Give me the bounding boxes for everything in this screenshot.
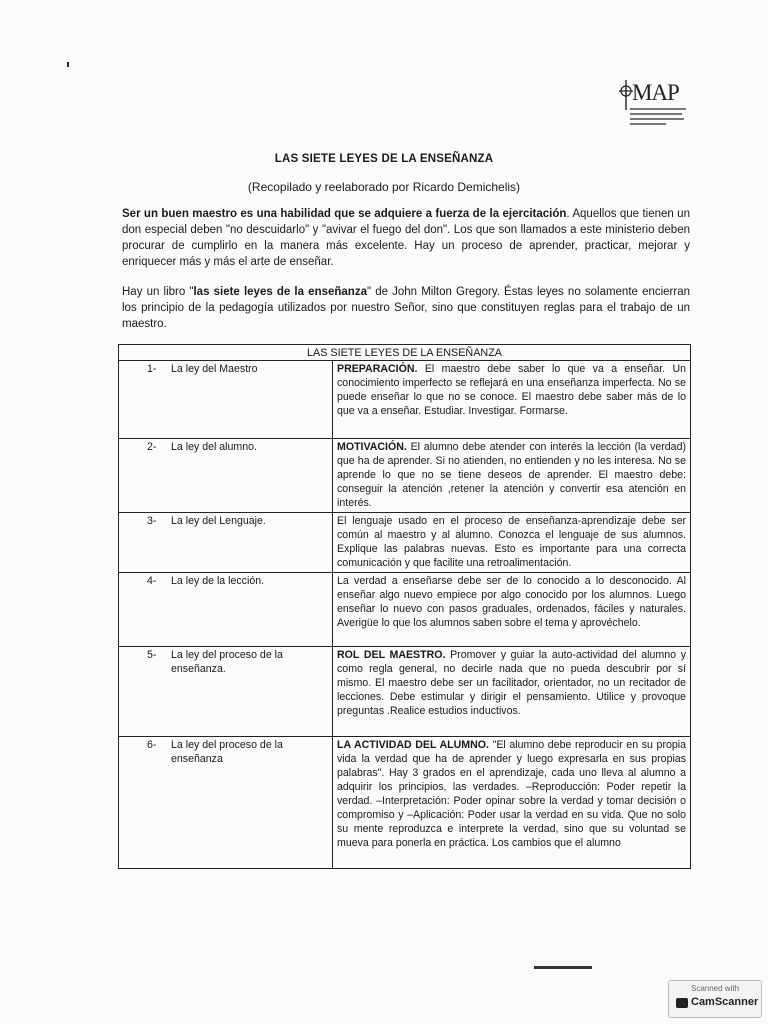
law-lead: MOTIVACIÓN. bbox=[337, 441, 407, 453]
law-description bbox=[333, 647, 691, 737]
page-mark bbox=[534, 966, 592, 969]
table-row bbox=[119, 573, 691, 647]
book-before: Hay un libro " bbox=[122, 286, 194, 298]
table-row bbox=[119, 361, 691, 439]
law-name: La ley del Maestro bbox=[171, 363, 258, 375]
intro-rest: . Aquellos que tienen un don especial deben "no descuidarlo" y "avivar el fuego del don". Los que son llamados a este ministerio deben procurar de cumplirlo en la manera más excelente. Hay un proceso de aprender, practicar, mejorar y enriquecer más y más el arte de enseñar. bbox=[122, 208, 690, 268]
law-description bbox=[333, 439, 691, 513]
logo-tagline-lines bbox=[630, 108, 690, 128]
law-number: 6- bbox=[147, 739, 157, 751]
page-title: LAS SIETE LEYES DE LA ENSEÑANZA bbox=[274, 153, 494, 165]
law-text: La verdad a enseñarse debe ser de lo conocido a lo desconocido. Al enseñar algo nuevo empiece por algo conocido por los alumnos. Luego enseñar lo nuevo con pasos graduales, ordenados, fáciles y naturales. Averigüe lo que los alumnos saben sobre el tema y aprovéchelo. bbox=[337, 575, 686, 629]
book-title: las siete leyes de la enseñanza bbox=[193, 286, 367, 298]
law-number: 4- bbox=[147, 575, 157, 587]
page-subtitle: (Recopilado y reelaborado por Ricardo Demichelis) bbox=[247, 180, 521, 194]
law-cell bbox=[119, 513, 333, 573]
law-description bbox=[333, 573, 691, 647]
intro-paragraph bbox=[122, 206, 690, 270]
law-cell bbox=[119, 647, 333, 737]
law-cell bbox=[119, 573, 333, 647]
watermark-caption: Scanned with bbox=[690, 984, 740, 993]
law-name: La ley del alumno. bbox=[171, 441, 257, 453]
law-number: 5- bbox=[147, 649, 157, 661]
law-name: La ley del proceso de la enseñanza. bbox=[171, 649, 283, 675]
law-cell bbox=[119, 737, 333, 869]
law-number: 3- bbox=[147, 515, 157, 527]
law-description bbox=[333, 737, 691, 869]
law-text: El alumno debe atender con interés la lección (la verdad) que ha de aprender. Si no atienden, no entienden y no les interesa. No se aprende lo que no se tiene deseos de aprender. El maestro debe: conseguir la atención ,retener la atención y convertir esa atención en interés. bbox=[337, 441, 686, 509]
law-text: El maestro debe saber lo que va a enseñar. Un conocimiento imperfecto se reflejará en una enseñanza imperfecta. No se puede enseñar lo que no se conoce. El maestro debe saber más de lo que va a enseñar. Estudiar. Investigar. Formarse. bbox=[337, 363, 686, 417]
law-lead: ROL DEL MAESTRO. bbox=[337, 649, 446, 661]
law-text: Promover y guiar la auto-actividad del alumno y como regla general, no decirle nada que no pueda descubrir por sí mismo. El maestro debe ser un facilitador, orientador, no un recitador de lecciones. Debe estimular y dirigir el pensamiento. Utilice y provoque preguntas .Realice estudios inductivos. bbox=[337, 649, 687, 717]
law-name: La ley de la lección. bbox=[171, 575, 265, 587]
camscanner-icon bbox=[676, 998, 688, 1008]
law-number: 2- bbox=[147, 441, 157, 453]
table-header: LAS SIETE LEYES DE LA ENSEÑANZA bbox=[119, 345, 691, 361]
law-lead: PREPARACIÓN. bbox=[337, 363, 418, 375]
law-number: 1- bbox=[147, 363, 157, 375]
table-row bbox=[119, 647, 691, 737]
book-after: " de John Milton Gregory. Éstas leyes no solamente encierran los principio de la pedagogía utilizados por nuestro Señor, sino que constituyen reglas para el trabajo de un maestro. bbox=[122, 286, 691, 330]
law-lead: LA ACTIVIDAD DEL ALUMNO. bbox=[337, 739, 489, 751]
law-cell bbox=[119, 361, 333, 439]
law-cell bbox=[119, 439, 333, 513]
law-text: "El alumno debe reproducir en su propia vida la verdad que ha de aprender y luego expresarla en sus propias palabras". Hay 3 grados en el aprendizaje, cada uno lleva al alumno a adquirir los principios, las verdades. –Reproducción: Poder repetir la verdad. –Interpretación: Poder opinar sobre la verdad y tomar decisión o compromiso y –Aplicación: Poder usar la verdad en su vida. Que no solo su mente reproduzca e interprete la verdad, sino que su voluntad se mueva para ponerla en práctica. Los cambios que el alumno bbox=[337, 739, 686, 849]
logo-text: MAP bbox=[632, 80, 679, 105]
table-row bbox=[119, 737, 691, 869]
watermark-name: CamScanner bbox=[691, 996, 759, 1008]
intro-bold: Ser un buen maestro es una habilidad que se adquiere a fuerza de la ejercitación bbox=[122, 208, 567, 220]
book-paragraph bbox=[122, 284, 690, 332]
camscanner-watermark bbox=[668, 980, 762, 1018]
law-name: La ley del Lenguaje. bbox=[171, 515, 266, 527]
law-text: El lenguaje usado en el proceso de enseñanza-aprendizaje debe ser común al maestro y al alumno. Conozca el lenguaje de sus alumnos. Explique las palabras nuevas. Esto es importante para una correcta comunicación y que facilite una retroalimentación. bbox=[337, 515, 686, 569]
table-row bbox=[119, 513, 691, 573]
table-row bbox=[119, 439, 691, 513]
law-name: La ley del proceso de la enseñanza bbox=[171, 739, 283, 765]
map-logo bbox=[618, 80, 704, 132]
laws-table bbox=[118, 344, 691, 869]
law-description bbox=[333, 513, 691, 573]
law-description bbox=[333, 361, 691, 439]
scan-speck bbox=[67, 62, 69, 67]
